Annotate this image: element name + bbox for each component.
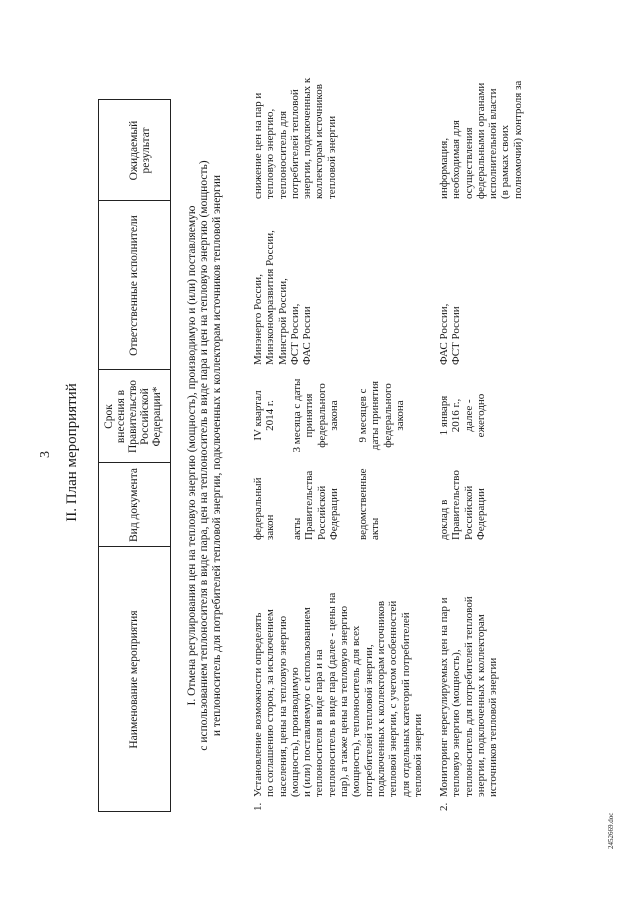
row-2-doc-type: доклад в Правительство Российской Федерации (438, 470, 487, 540)
row-1-doc-type-government-acts: акты Правительства Российской Федерации (291, 470, 340, 540)
row-1-result: снижение цен на пар и тепловую энергию, теплоноситель для потребителей тепловой энергии, подключенных к коллекторам источников тепловой энергии (252, 77, 338, 199)
header-term: Срок внесения в Правительство Российской Федерации* (103, 379, 163, 454)
header-name: Наименование мероприятия (128, 610, 140, 749)
row-1-doc-type-departmental-acts: ведомственные акты (357, 468, 382, 540)
table-top-border (98, 99, 99, 812)
header-result: Ожидаемый результат (128, 120, 152, 181)
row-2-number: 2. (438, 802, 450, 811)
row-2-name: Мониторинг нерегулируемых цен на пар и тепловую энергию (мощность), теплоноситель для потребителей тепловой энергии, подключенных к коллекторам источников тепловой энергии (438, 596, 500, 797)
row-1-term-3: 9 месяцев с даты принятия федерального закона (357, 380, 406, 451)
row-2-result: информация, необходимая для осуществления федеральными органами исполнительной власти (в рамках своих полномочий) контроля за (438, 80, 524, 199)
page-number: 3 (38, 451, 53, 458)
document-id: 2452669.doc (607, 812, 615, 849)
row-1-number: 1. (252, 802, 264, 811)
header-executors: Ответственные исполнители (128, 215, 140, 356)
section-heading: I. Отмена регулирования цен на тепловую энергию (мощность), производимую и (или) поставляемую с использованием теплоносителя в виде пара, цен на теплоноситель в виде пара и цен на тепловую энергию (мощность) и теплоноситель для потребителей тепловой энергии, подключенных к коллекторам источников тепловой энергии (186, 160, 223, 751)
row-1-executors: Минэнерго России, Минэкономразвития России, Минстрой России, ФСТ России, ФАС России (252, 230, 314, 365)
row-1-name: Установление возможности определять по соглашению сторон, за исключением населения, цены на тепловую энергию (мощность), производимую и (или) поставляемую с использованием теплоносителя в виде пара и на теплоноситель в виде пара (далее - цены на пар), а также цены на тепловую энергию (мощность), теплоноситель для всех потребителей тепловой энергии, подключенных к коллекторам источников тепловой энергии, с учетом особенностей для отдельных категорий потребителей тепловой энергии (252, 592, 424, 797)
row-1-term-1: IV квартал 2014 г. (252, 390, 277, 441)
row-1-term-2: 3 месяца с даты принятия федерального закона (291, 378, 340, 453)
row-2-executors: ФАС России, ФСТ России (438, 303, 463, 365)
header-doc-type: Вид документа (128, 468, 140, 542)
page-title: II. План мероприятий (64, 383, 80, 522)
header-bottom-border (170, 99, 171, 812)
row-2-term: 1 января 2016 г., далее - ежегодно (438, 393, 487, 438)
row-1-doc-type-law: федеральный закон (252, 477, 277, 540)
